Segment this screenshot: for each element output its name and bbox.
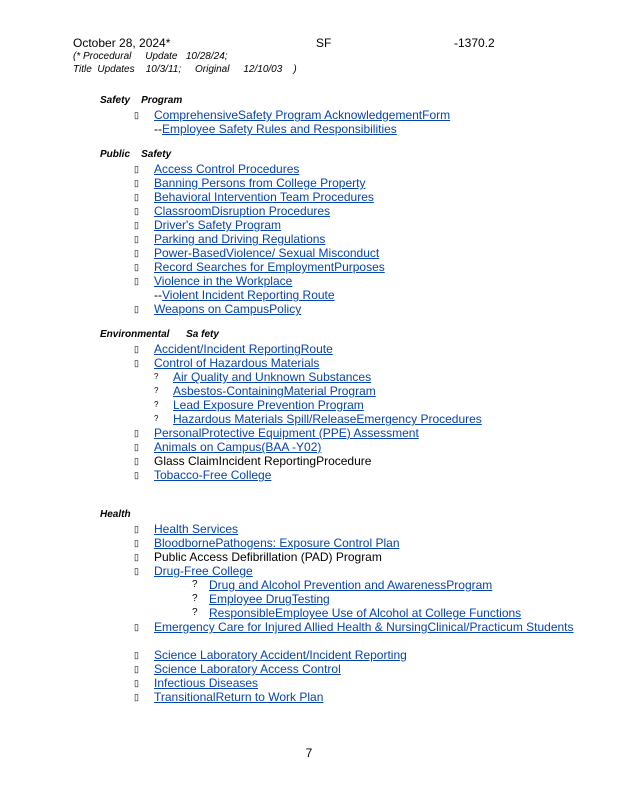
link-employee-drug-testing[interactable]: Employee DrugTesting <box>209 592 330 606</box>
pad-program-text: Public Access Defibrillation (PAD) Program <box>154 550 382 564</box>
sub-bullet-icon: ? <box>192 579 198 590</box>
sub-bullet-icon: ? <box>154 400 159 409</box>
bullet-icon: ▯ <box>134 552 139 562</box>
link-animals-campus[interactable]: Animals on Campus(BAA -Y02) <box>154 440 322 454</box>
sub-list-item <box>100 398 578 412</box>
dash-prefix: -- <box>154 288 162 302</box>
bullet-icon: ▯ <box>134 344 139 354</box>
bullet-icon: ▯ <box>134 678 139 688</box>
link-power-based-violence[interactable]: Power-BasedViolence/ Sexual Misconduct <box>154 246 380 260</box>
header-number: -1370.2 <box>454 36 495 50</box>
sub-bullet-icon: ? <box>192 593 198 604</box>
section-title: Safety Program <box>100 95 183 106</box>
bullet-icon: ▯ <box>134 442 139 452</box>
bullet-icon: ▯ <box>134 164 139 174</box>
link-control-hazardous[interactable]: Control of Hazardous Materials <box>154 356 320 370</box>
header-date: October 28, 2024* <box>73 36 171 50</box>
link-asbestos[interactable]: Asbestos-ContainingMaterial Program <box>173 384 376 398</box>
list-item <box>100 190 578 204</box>
sub-list-item <box>100 370 578 384</box>
list-item <box>100 620 578 648</box>
list-item <box>100 468 578 482</box>
dash-prefix: -- <box>154 122 162 136</box>
link-parking-driving[interactable]: Parking and Driving Regulations <box>154 232 326 246</box>
sub-bullet-icon: ? <box>154 386 159 395</box>
list-item <box>100 454 578 468</box>
section-spacer <box>100 494 578 508</box>
list-item <box>100 274 578 288</box>
link-record-searches[interactable]: Record Searches for EmploymentPurposes <box>154 260 385 274</box>
section-environmental-safety <box>100 328 578 482</box>
glass-claim-text: Glass ClaimIncident ReportingProcedure <box>154 454 372 468</box>
bullet-icon: ▯ <box>134 538 139 548</box>
bullet-icon: ▯ <box>134 566 139 576</box>
link-bloodborne-pathogens[interactable]: BloodbornePathogens: Exposure Control Plan <box>154 536 400 550</box>
sub-bullet-icon: ? <box>154 414 159 423</box>
list-item <box>100 204 578 218</box>
link-classroom-disruption[interactable]: ClassroomDisruption Procedures <box>154 204 331 218</box>
list-item <box>100 536 578 550</box>
bullet-icon: ▯ <box>134 456 139 466</box>
list-item <box>100 176 578 190</box>
page-number: 7 <box>305 746 313 760</box>
link-science-lab-access[interactable]: Science Laboratory Access Control <box>154 662 341 676</box>
bullet-icon: ▯ <box>134 248 139 258</box>
link-employee-safety-rules[interactable]: Employee Safety Rules and Responsibilities <box>162 122 397 136</box>
bullet-icon: ▯ <box>134 192 139 202</box>
list-item <box>100 440 578 454</box>
link-violent-incident-route[interactable]: Violent Incident Reporting Route <box>162 288 335 302</box>
sub-list-item <box>100 592 578 606</box>
link-drug-free-college[interactable]: Drug-Free College <box>154 564 253 578</box>
bullet-icon: ▯ <box>134 664 139 674</box>
header-code: SF <box>316 36 332 50</box>
link-drivers-safety[interactable]: Driver's Safety Program <box>154 218 281 232</box>
list-item <box>100 232 578 246</box>
bullet-icon: ▯ <box>134 110 139 120</box>
section-title: Health <box>100 509 131 520</box>
header-note-line1: (* Procedural Update 10/28/24; <box>73 51 228 62</box>
bullet-icon: ▯ <box>134 358 139 368</box>
link-emergency-care[interactable]: Emergency Care for Injured Allied Health & NursingClinical/Practicum Students <box>154 620 574 634</box>
link-banning-persons[interactable]: Banning Persons from College Property <box>154 176 366 190</box>
bullet-icon: ▯ <box>134 650 139 660</box>
list-item <box>100 108 578 122</box>
bullet-icon: ▯ <box>134 178 139 188</box>
link-return-to-work[interactable]: TransitionalReturn to Work Plan <box>154 690 324 704</box>
link-behavioral-intervention[interactable]: Behavioral Intervention Team Procedures <box>154 190 374 204</box>
bullet-icon: ▯ <box>134 304 139 314</box>
link-accident-reporting-route[interactable]: Accident/Incident ReportingRoute <box>154 342 333 356</box>
list-item <box>100 522 578 536</box>
sub-bullet-icon: ? <box>192 607 198 618</box>
list-item <box>100 162 578 176</box>
document-body <box>100 94 578 716</box>
link-weapons-policy[interactable]: Weapons on CampusPolicy <box>154 302 302 316</box>
sub-list-item <box>100 384 578 398</box>
section-title: Public Safety <box>100 149 172 160</box>
link-access-control[interactable]: Access Control Procedures <box>154 162 300 176</box>
section-safety-program <box>100 94 578 136</box>
bullet-icon: ▯ <box>134 428 139 438</box>
bullet-icon: ▯ <box>134 220 139 230</box>
link-health-services[interactable]: Health Services <box>154 522 239 536</box>
link-responsible-alcohol-use[interactable]: ResponsibleEmployee Use of Alcohol at College Functions <box>209 606 522 620</box>
list-item <box>100 550 578 564</box>
sub-list-item <box>100 606 578 620</box>
sub-bullet-icon: ? <box>154 372 159 381</box>
list-item <box>100 218 578 232</box>
link-tobacco-free[interactable]: Tobacco-Free College <box>154 468 272 482</box>
list-item <box>100 302 578 316</box>
link-safety-acknowledgement[interactable]: ComprehensiveSafety Program AcknowledgementForm <box>154 108 451 122</box>
bullet-icon: ▯ <box>134 692 139 702</box>
list-item <box>100 564 578 578</box>
section-health <box>100 508 578 704</box>
list-item-continuation <box>100 122 578 136</box>
bullet-icon: ▯ <box>134 262 139 272</box>
link-ppe-assessment[interactable]: PersonalProtective Equipment (PPE) Assessment <box>154 426 419 440</box>
list-item <box>100 426 578 440</box>
sub-list-item <box>100 578 578 592</box>
link-hazardous-spill[interactable]: Hazardous Materials Spill/ReleaseEmergency Procedures <box>173 412 482 426</box>
bullet-icon: ▯ <box>134 276 139 286</box>
list-item <box>100 648 578 662</box>
link-drug-alcohol-prevention[interactable]: Drug and Alcohol Prevention and AwarenessProgram <box>209 578 493 592</box>
bullet-icon: ▯ <box>134 206 139 216</box>
bullet-icon: ▯ <box>134 234 139 244</box>
list-item <box>100 676 578 690</box>
header-note-line2: Title Updates 10/3/11; Original 12/10/03 ) <box>73 64 297 75</box>
section-title: Environmental Sa fety <box>100 329 219 340</box>
list-item <box>100 246 578 260</box>
bullet-icon: ▯ <box>134 622 139 632</box>
list-item <box>100 260 578 274</box>
link-lead-exposure[interactable]: Lead Exposure Prevention Program <box>173 398 364 412</box>
list-item <box>100 356 578 370</box>
bullet-icon: ▯ <box>134 470 139 480</box>
link-air-quality[interactable]: Air Quality and Unknown Substances <box>173 370 372 384</box>
sub-list-item <box>100 412 578 426</box>
section-public-safety <box>100 148 578 316</box>
link-violence-workplace[interactable]: Violence in the Workplace <box>154 274 293 288</box>
list-item-continuation <box>100 288 578 302</box>
bullet-icon: ▯ <box>134 524 139 534</box>
list-item <box>100 690 578 704</box>
list-item <box>100 662 578 676</box>
link-infectious-diseases[interactable]: Infectious Diseases <box>154 676 259 690</box>
document-header <box>73 36 503 80</box>
list-item <box>100 342 578 356</box>
link-science-lab-accident[interactable]: Science Laboratory Accident/Incident Reporting <box>154 648 407 662</box>
